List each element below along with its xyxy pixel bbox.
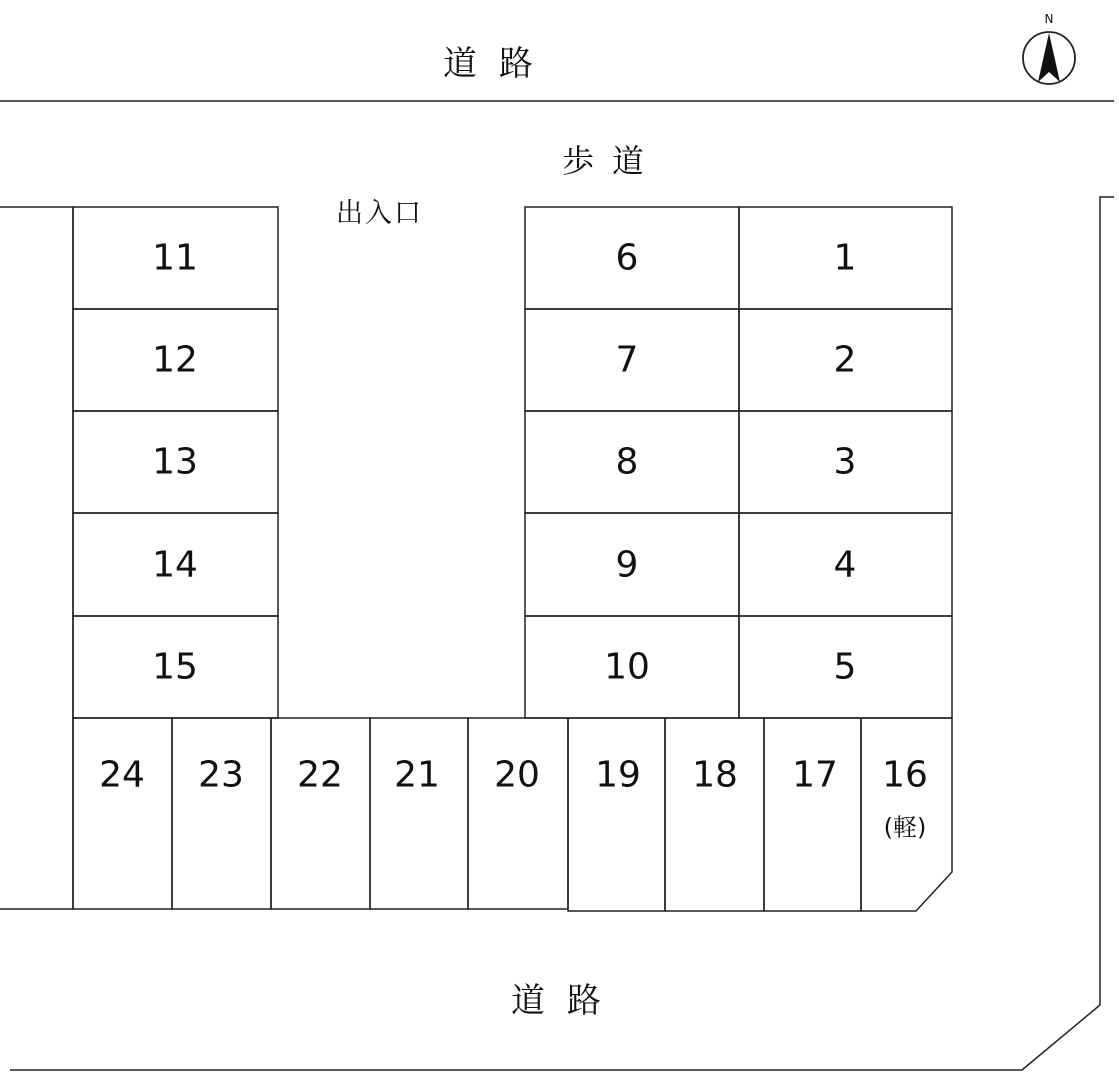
space-24-label: 24 [99, 754, 145, 796]
space-10-label: 10 [604, 646, 650, 688]
space-3-label: 3 [833, 441, 857, 483]
space-23-label: 23 [198, 754, 244, 796]
space-17-box [764, 718, 861, 911]
space-21-label: 21 [394, 754, 440, 796]
entrance-label: 出入口 [336, 198, 423, 229]
space-16-kei-note: (軽) [883, 813, 927, 842]
space-16-label: 16 [882, 754, 928, 796]
right-boundary [10, 197, 1114, 1070]
sidewalk-label: 歩道 [562, 142, 663, 180]
north-label: N [1044, 12, 1054, 26]
space-17-label: 17 [792, 754, 838, 796]
space-4-label: 4 [833, 544, 857, 586]
space-7-label: 7 [615, 339, 639, 381]
space-24-box [73, 718, 172, 909]
road-top-label: 道路 [443, 44, 555, 84]
space-9-label: 9 [615, 544, 639, 586]
lot-left-wall [0, 207, 73, 909]
space-23-box [172, 718, 271, 909]
space-21-box [370, 718, 468, 909]
space-8-label: 8 [615, 441, 639, 483]
space-22-label: 22 [297, 754, 343, 796]
space-14-label: 14 [152, 544, 198, 586]
space-20-label: 20 [494, 754, 540, 796]
north-arrow-icon [1023, 32, 1075, 84]
space-5-label: 5 [833, 646, 857, 688]
space-15-label: 15 [152, 646, 198, 688]
space-20-box [468, 718, 568, 909]
space-1-label: 1 [833, 237, 857, 279]
space-6-label: 6 [615, 237, 639, 279]
space-19-label: 19 [595, 754, 641, 796]
space-13-label: 13 [152, 441, 198, 483]
space-22-box [271, 718, 370, 909]
space-11-label: 11 [152, 237, 198, 279]
space-2-label: 2 [833, 339, 857, 381]
space-18-box [665, 718, 764, 911]
space-12-label: 12 [152, 339, 198, 381]
space-19-box [568, 718, 665, 911]
space-18-label: 18 [692, 754, 738, 796]
road-bottom-label: 道路 [511, 981, 623, 1021]
